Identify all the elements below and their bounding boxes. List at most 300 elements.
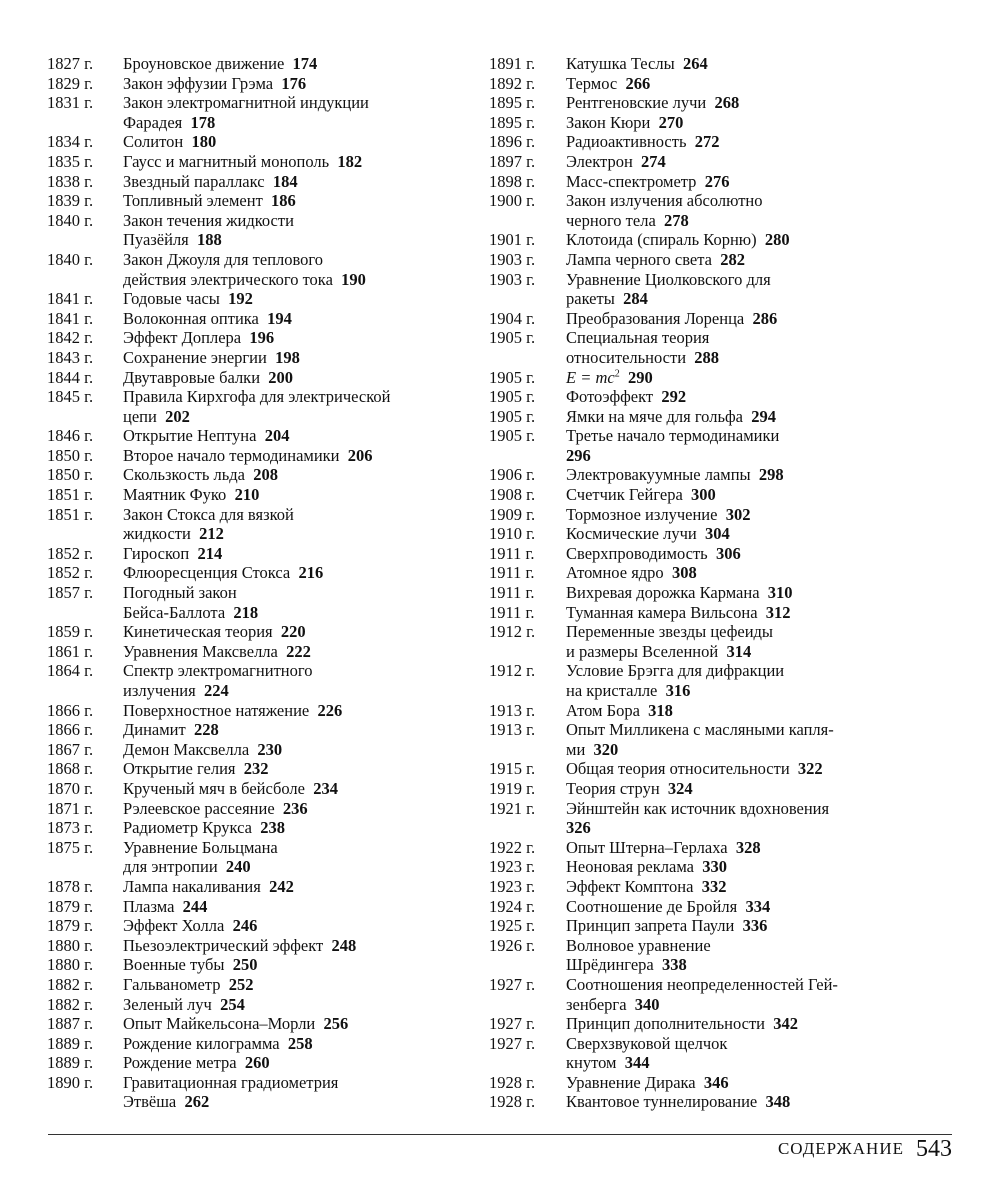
entry-title-text: Открытие гелия bbox=[123, 759, 236, 779]
entry-title-line bbox=[566, 407, 969, 427]
entry-title bbox=[566, 799, 969, 838]
entry-title-text: Сохранение энергии bbox=[123, 347, 267, 367]
entry-title bbox=[566, 1073, 969, 1093]
entry-title-text: Опыт Штерна–Герлаха bbox=[566, 837, 728, 857]
toc-entry bbox=[489, 387, 969, 407]
entry-title bbox=[123, 799, 477, 819]
toc-column-right bbox=[489, 54, 969, 1112]
entry-title bbox=[566, 916, 969, 936]
entry-title-line: Правила Кирхгофа для электрической bbox=[123, 387, 391, 407]
toc-entry bbox=[489, 505, 969, 525]
entry-year: 1845 г. bbox=[47, 387, 94, 407]
entry-year: 1844 г. bbox=[47, 367, 94, 387]
entry-page-number: 226 bbox=[317, 700, 343, 720]
toc-entry bbox=[47, 897, 477, 917]
toc-column-left bbox=[47, 54, 477, 1112]
entry-title bbox=[566, 857, 969, 877]
entry-title bbox=[123, 877, 477, 897]
entry-year: 1839 г. bbox=[47, 191, 94, 211]
entry-title bbox=[566, 74, 969, 94]
entry-title-line bbox=[566, 93, 969, 113]
entry-title bbox=[123, 54, 477, 74]
entry-title bbox=[123, 74, 477, 94]
entry-title-line bbox=[566, 387, 969, 407]
toc-entry bbox=[47, 544, 477, 564]
entry-title bbox=[123, 289, 477, 309]
entry-year: 1898 г. bbox=[489, 171, 536, 191]
entry-title-line: Волновое уравнение bbox=[566, 935, 711, 955]
entry-year: 1861 г. bbox=[47, 641, 94, 661]
entry-title-line: Переменные звезды цефеиды bbox=[566, 622, 774, 642]
toc-entry bbox=[47, 701, 477, 721]
entry-title-text: ракеты bbox=[566, 289, 615, 309]
formula-superscript: 2 bbox=[614, 368, 620, 379]
toc-entry bbox=[489, 838, 969, 858]
toc-entry bbox=[47, 1034, 477, 1054]
entry-title-text: Двутавровые балки bbox=[123, 367, 261, 387]
toc-entry bbox=[489, 1073, 969, 1093]
entry-year: 1911 г. bbox=[489, 583, 535, 603]
toc-entry bbox=[47, 799, 477, 819]
entry-page-number: 292 bbox=[661, 387, 687, 407]
toc-entry bbox=[489, 622, 969, 661]
entry-title-text: Гаусс и магнитный монополь bbox=[123, 151, 330, 171]
entry-title-text: Теория струн bbox=[566, 778, 660, 798]
toc-entry bbox=[47, 505, 477, 544]
entry-year: 1850 г. bbox=[47, 465, 94, 485]
entry-title-text: действия электрического тока bbox=[123, 269, 333, 289]
entry-title bbox=[123, 152, 477, 172]
entry-title-line bbox=[566, 74, 969, 94]
entry-title-text: Принцип дополнительности bbox=[566, 1014, 765, 1034]
entry-title-line bbox=[566, 465, 969, 485]
entry-title bbox=[566, 172, 969, 192]
entry-title-line bbox=[123, 642, 477, 662]
entry-title-line bbox=[566, 230, 969, 250]
entry-year: 1912 г. bbox=[489, 661, 536, 681]
toc-entry bbox=[489, 172, 969, 192]
entry-year: 1882 г. bbox=[47, 994, 94, 1014]
entry-title bbox=[123, 446, 477, 466]
entry-title-text: Закон эффузии Грэма bbox=[123, 73, 274, 93]
entry-title-text: Уравнение Дирака bbox=[566, 1072, 696, 1092]
entry-page-number: 280 bbox=[764, 230, 790, 250]
entry-page-number: 234 bbox=[313, 778, 338, 798]
toc-entry bbox=[489, 877, 969, 897]
entry-year: 1900 г. bbox=[489, 191, 536, 211]
entry-title bbox=[566, 270, 969, 309]
toc-entry bbox=[489, 250, 969, 270]
entry-title bbox=[566, 465, 969, 485]
entry-year: 1912 г. bbox=[489, 622, 536, 642]
entry-title-line bbox=[566, 524, 969, 544]
entry-year: 1922 г. bbox=[489, 837, 536, 857]
entry-page-number: 190 bbox=[341, 269, 366, 289]
entry-year: 1831 г. bbox=[47, 93, 94, 113]
entry-title bbox=[123, 368, 477, 388]
entry-title-line bbox=[123, 720, 477, 740]
entry-title-line bbox=[566, 1014, 969, 1034]
entry-year: 1911 г. bbox=[489, 563, 535, 583]
entry-title bbox=[123, 1014, 477, 1034]
entry-year: 1875 г. bbox=[47, 837, 94, 857]
entry-title-text: Преобразования Лоренца bbox=[566, 308, 745, 328]
entry-title-line: Третье начало термодинамики bbox=[566, 426, 780, 446]
entry-year: 1905 г. bbox=[489, 387, 536, 407]
entry-title bbox=[123, 740, 477, 760]
entry-year: 1841 г. bbox=[47, 308, 94, 328]
entry-year: 1927 г. bbox=[489, 1033, 536, 1053]
toc-entry bbox=[47, 74, 477, 94]
entry-title-line bbox=[566, 857, 969, 877]
entry-title bbox=[566, 1034, 969, 1073]
entry-title bbox=[566, 1092, 969, 1112]
toc-entry bbox=[47, 1014, 477, 1034]
entry-title-line bbox=[123, 446, 477, 466]
entry-title-line bbox=[566, 505, 969, 525]
toc-entry bbox=[489, 897, 969, 917]
entry-title-text: Открытие Нептуна bbox=[123, 426, 257, 446]
entry-page-number: 260 bbox=[244, 1053, 270, 1073]
entry-title-line bbox=[123, 426, 477, 446]
entry-title-line bbox=[566, 1053, 969, 1073]
entry-page-number: 202 bbox=[165, 406, 190, 426]
entry-title-text: ми bbox=[566, 739, 586, 759]
entry-year: 1905 г. bbox=[489, 328, 536, 348]
entry-title bbox=[566, 877, 969, 897]
entry-page-number: 236 bbox=[282, 798, 308, 818]
entry-title-text: Волоконная оптика bbox=[123, 308, 259, 328]
entry-title-line bbox=[123, 603, 477, 623]
entry-year: 1852 г. bbox=[47, 543, 94, 563]
entry-title bbox=[123, 583, 477, 622]
toc-entry bbox=[47, 289, 477, 309]
entry-page-number: 302 bbox=[725, 504, 751, 524]
entry-title-text: Этвёша bbox=[123, 1092, 177, 1112]
entry-page-number: 312 bbox=[765, 602, 791, 622]
entry-year: 1871 г. bbox=[47, 798, 94, 818]
entry-page-number: 334 bbox=[745, 896, 771, 916]
entry-title-text: Маятник Фуко bbox=[123, 485, 227, 505]
entry-title-text: Сверхпроводимость bbox=[566, 543, 708, 563]
entry-title-line bbox=[123, 485, 477, 505]
entry-year: 1868 г. bbox=[47, 759, 94, 779]
entry-page-number: 284 bbox=[623, 289, 648, 309]
entry-page-number: 238 bbox=[260, 818, 285, 838]
entry-title bbox=[123, 505, 477, 544]
entry-title bbox=[123, 916, 477, 936]
entry-title-line bbox=[123, 622, 477, 642]
toc-entry bbox=[47, 583, 477, 622]
entry-title-line bbox=[123, 465, 477, 485]
entry-title-text: Солитон bbox=[123, 132, 184, 152]
entry-title-text: Броуновское движение bbox=[123, 54, 285, 73]
toc-entry bbox=[489, 759, 969, 779]
entry-title-text: Соотношение де Бройля bbox=[566, 896, 738, 916]
toc-entry bbox=[489, 426, 969, 465]
entry-title-text: Флюоресценция Стокса bbox=[123, 563, 291, 583]
entry-title-line bbox=[566, 54, 969, 74]
entry-page-number: 314 bbox=[726, 641, 752, 661]
toc-entry bbox=[47, 955, 477, 975]
entry-page-number: 262 bbox=[184, 1092, 210, 1112]
toc-entry bbox=[47, 387, 477, 426]
entry-title bbox=[123, 191, 477, 211]
entry-title-text: Военные тубы bbox=[123, 955, 225, 975]
entry-title-text: Общая теория относительности bbox=[566, 759, 790, 779]
entry-page-number: 244 bbox=[182, 896, 208, 916]
entry-title-line: Гравитационная градиометрия bbox=[123, 1072, 339, 1092]
toc-entry bbox=[489, 93, 969, 113]
entry-title-text: Закон Кюри bbox=[566, 112, 651, 132]
entry-page-number: 348 bbox=[765, 1092, 791, 1112]
entry-title-text: Пьезоэлектрический эффект bbox=[123, 935, 324, 955]
entry-page-number: 344 bbox=[624, 1053, 650, 1073]
entry-title-text: Масс-спектрометр bbox=[566, 171, 697, 191]
entry-title-line: Спектр электромагнитного bbox=[123, 661, 313, 681]
entry-title bbox=[123, 485, 477, 505]
entry-title-line bbox=[123, 1034, 477, 1054]
entry-title-text: кнутом bbox=[566, 1053, 617, 1073]
entry-year: 1921 г. bbox=[489, 798, 536, 818]
entry-title-line bbox=[566, 642, 969, 662]
entry-year: 1879 г. bbox=[47, 896, 94, 916]
toc-entry bbox=[489, 74, 969, 94]
entry-title bbox=[123, 544, 477, 564]
toc-entry bbox=[47, 563, 477, 583]
entry-year: 1866 г. bbox=[47, 720, 94, 740]
entry-page-number: 216 bbox=[298, 563, 324, 583]
entry-title-line bbox=[123, 681, 477, 701]
entry-title-line bbox=[566, 172, 969, 192]
entry-year: 1889 г. bbox=[47, 1033, 94, 1053]
entry-title-text: Эффект Доплера bbox=[123, 328, 242, 348]
entry-title-text: черного тела bbox=[566, 210, 656, 230]
entry-title-text: Скользкость льда bbox=[123, 465, 245, 485]
toc-entry bbox=[489, 583, 969, 603]
entry-page-number: 220 bbox=[280, 622, 306, 642]
entry-title-line bbox=[123, 328, 477, 348]
entry-year: 1906 г. bbox=[489, 465, 536, 485]
toc-entry bbox=[489, 113, 969, 133]
toc-entry bbox=[489, 975, 969, 1014]
entry-title-line bbox=[123, 897, 477, 917]
toc-entry bbox=[47, 54, 477, 74]
entry-title-line bbox=[566, 289, 969, 309]
entry-page-number: 194 bbox=[267, 308, 292, 328]
entry-page-number: 246 bbox=[232, 916, 258, 936]
entry-page-number: 294 bbox=[751, 406, 776, 426]
entry-page-number: 224 bbox=[203, 681, 229, 700]
entry-year: 1913 г. bbox=[489, 700, 536, 720]
toc-entry bbox=[489, 603, 969, 623]
entry-title-text: Бейса-Баллота bbox=[123, 602, 226, 622]
entry-title-line bbox=[123, 172, 477, 192]
toc-entry bbox=[47, 172, 477, 192]
entry-page-number: 286 bbox=[752, 308, 778, 328]
entry-year: 1864 г. bbox=[47, 661, 94, 681]
entry-year: 1857 г. bbox=[47, 583, 94, 603]
entry-year: 1879 г. bbox=[47, 916, 94, 936]
entry-year: 1880 г. bbox=[47, 955, 94, 975]
toc-entry bbox=[489, 407, 969, 427]
entry-title bbox=[123, 838, 477, 877]
entry-year: 1838 г. bbox=[47, 171, 94, 191]
entry-page-line bbox=[566, 818, 969, 838]
entry-title-line bbox=[123, 544, 477, 564]
entry-year: 1927 г. bbox=[489, 974, 536, 994]
entry-title bbox=[566, 701, 969, 721]
entry-page-number: 186 bbox=[271, 191, 296, 211]
entry-title-text: Опыт Майкельсона–Морли bbox=[123, 1014, 316, 1034]
entry-year: 1866 г. bbox=[47, 700, 94, 720]
entry-title bbox=[123, 759, 477, 779]
entry-page-number: 222 bbox=[286, 641, 311, 661]
entry-title-text: Вихревая дорожка Кармана bbox=[566, 583, 760, 603]
entry-title-line: Уравнение Циолковского для bbox=[566, 269, 771, 289]
entry-title-line bbox=[123, 524, 477, 544]
entry-year: 1915 г. bbox=[489, 759, 536, 779]
entry-title-text: Звездный параллакс bbox=[123, 171, 265, 191]
entry-page-number: 338 bbox=[661, 955, 687, 975]
entry-title bbox=[566, 152, 969, 172]
entry-title bbox=[566, 191, 969, 230]
entry-title-line bbox=[566, 955, 969, 975]
entry-page-number: 328 bbox=[735, 837, 761, 857]
entry-title-text: Атомное ядро bbox=[566, 563, 664, 583]
entry-title bbox=[566, 250, 969, 270]
entry-title-text: излучения bbox=[123, 681, 196, 700]
entry-year: 1887 г. bbox=[47, 1014, 94, 1034]
entry-page-number: 210 bbox=[234, 485, 260, 505]
entry-title-line bbox=[566, 1092, 969, 1112]
entry-title-text: Лампа черного света bbox=[566, 249, 712, 269]
entry-year: 1903 г. bbox=[489, 249, 536, 269]
entry-title bbox=[566, 975, 969, 1014]
entry-title-text: Кинетическая теория bbox=[123, 622, 273, 642]
entry-title-line bbox=[123, 779, 477, 799]
entry-title-line bbox=[123, 191, 477, 211]
entry-title-text: Крученый мяч в бейсболе bbox=[123, 778, 305, 798]
entry-title-line bbox=[123, 54, 477, 74]
entry-page-number: 290 bbox=[627, 367, 653, 387]
entry-title-line bbox=[123, 230, 477, 250]
entry-title bbox=[123, 720, 477, 740]
entry-title-line: Специальная теория bbox=[566, 328, 710, 348]
entry-title-line bbox=[123, 1014, 477, 1034]
entry-title-line bbox=[566, 838, 969, 858]
toc-entry bbox=[47, 1053, 477, 1073]
entry-page-number: 270 bbox=[658, 112, 684, 132]
entry-title bbox=[566, 524, 969, 544]
entry-page-number: 266 bbox=[625, 73, 651, 93]
entry-title-text: зенберга bbox=[566, 994, 627, 1014]
entry-page-number: 206 bbox=[347, 445, 373, 465]
entry-year: 1834 г. bbox=[47, 132, 94, 152]
toc-entry bbox=[489, 54, 969, 74]
toc-entry bbox=[489, 191, 969, 230]
entry-page-number: 208 bbox=[253, 465, 278, 485]
toc-entry bbox=[489, 936, 969, 975]
entry-title-line bbox=[123, 995, 477, 1015]
toc-entry bbox=[489, 524, 969, 544]
entry-title bbox=[123, 642, 477, 662]
entry-page-number: 272 bbox=[694, 132, 720, 152]
entry-page-number: 296 bbox=[566, 445, 591, 465]
entry-title-line bbox=[123, 270, 477, 290]
entry-page-number: 304 bbox=[704, 524, 730, 544]
entry-page-number: 340 bbox=[634, 994, 660, 1014]
entry-title-text: Счетчик Гейгера bbox=[566, 485, 683, 505]
entry-title-text: Демон Максвелла bbox=[123, 739, 250, 759]
entry-page-number: 320 bbox=[593, 739, 619, 759]
entry-page-number: 324 bbox=[667, 778, 693, 798]
entry-year: 1840 г. bbox=[47, 210, 94, 230]
entry-title-line bbox=[566, 681, 969, 701]
entry-title bbox=[123, 779, 477, 799]
entry-title-text: Туманная камера Вильсона bbox=[566, 602, 758, 622]
entry-page-number: 196 bbox=[249, 328, 275, 348]
entry-page-number: 252 bbox=[228, 974, 254, 994]
entry-title bbox=[566, 897, 969, 917]
entry-year: 1829 г. bbox=[47, 73, 94, 93]
entry-title-line bbox=[566, 916, 969, 936]
toc-entry bbox=[47, 368, 477, 388]
entry-title-line bbox=[123, 289, 477, 309]
toc-entry bbox=[47, 348, 477, 368]
entry-title-text: цепи bbox=[123, 406, 157, 426]
entry-title-text: Ямки на мяче для гольфа bbox=[566, 406, 743, 426]
entry-year: 1895 г. bbox=[489, 93, 536, 113]
entry-title-line bbox=[123, 975, 477, 995]
entry-title-line bbox=[123, 368, 477, 388]
entry-title-line bbox=[566, 1073, 969, 1093]
entry-title bbox=[123, 309, 477, 329]
entry-page-number: 306 bbox=[715, 543, 741, 563]
toc-entry bbox=[47, 936, 477, 956]
entry-year: 1928 г. bbox=[489, 1092, 536, 1112]
entry-page-number: 336 bbox=[742, 916, 768, 936]
entry-title bbox=[566, 544, 969, 564]
entry-title-text: Динамит bbox=[123, 720, 186, 740]
toc-entry bbox=[489, 701, 969, 721]
entry-title-text: Фарадея bbox=[123, 112, 183, 132]
entry-title bbox=[566, 779, 969, 799]
entry-title bbox=[566, 720, 969, 759]
entry-year: 1870 г. bbox=[47, 778, 94, 798]
entry-title-text: Электрон bbox=[566, 151, 633, 171]
entry-title bbox=[123, 132, 477, 152]
entry-page-number: 346 bbox=[703, 1072, 729, 1092]
entry-title bbox=[123, 622, 477, 642]
entry-year: 1878 г. bbox=[47, 876, 94, 896]
entry-title-line bbox=[566, 309, 969, 329]
entry-title-text: Электровакуумные лампы bbox=[566, 465, 751, 485]
entry-title bbox=[566, 387, 969, 407]
entry-page-number: 174 bbox=[292, 54, 318, 73]
entry-title bbox=[123, 1073, 477, 1112]
entry-title bbox=[123, 387, 477, 426]
toc-entry bbox=[47, 818, 477, 838]
entry-year: 1850 г. bbox=[47, 445, 94, 465]
entry-title-line: Опыт Милликена с масляными капля- bbox=[566, 720, 834, 740]
entry-title-line bbox=[123, 152, 477, 172]
entry-title-text: Зеленый луч bbox=[123, 994, 212, 1014]
toc-entry bbox=[47, 877, 477, 897]
entry-title-text: Принцип запрета Паули bbox=[566, 916, 735, 936]
toc-entry bbox=[47, 995, 477, 1015]
entry-title-text: Эффект Комптона bbox=[566, 876, 694, 896]
